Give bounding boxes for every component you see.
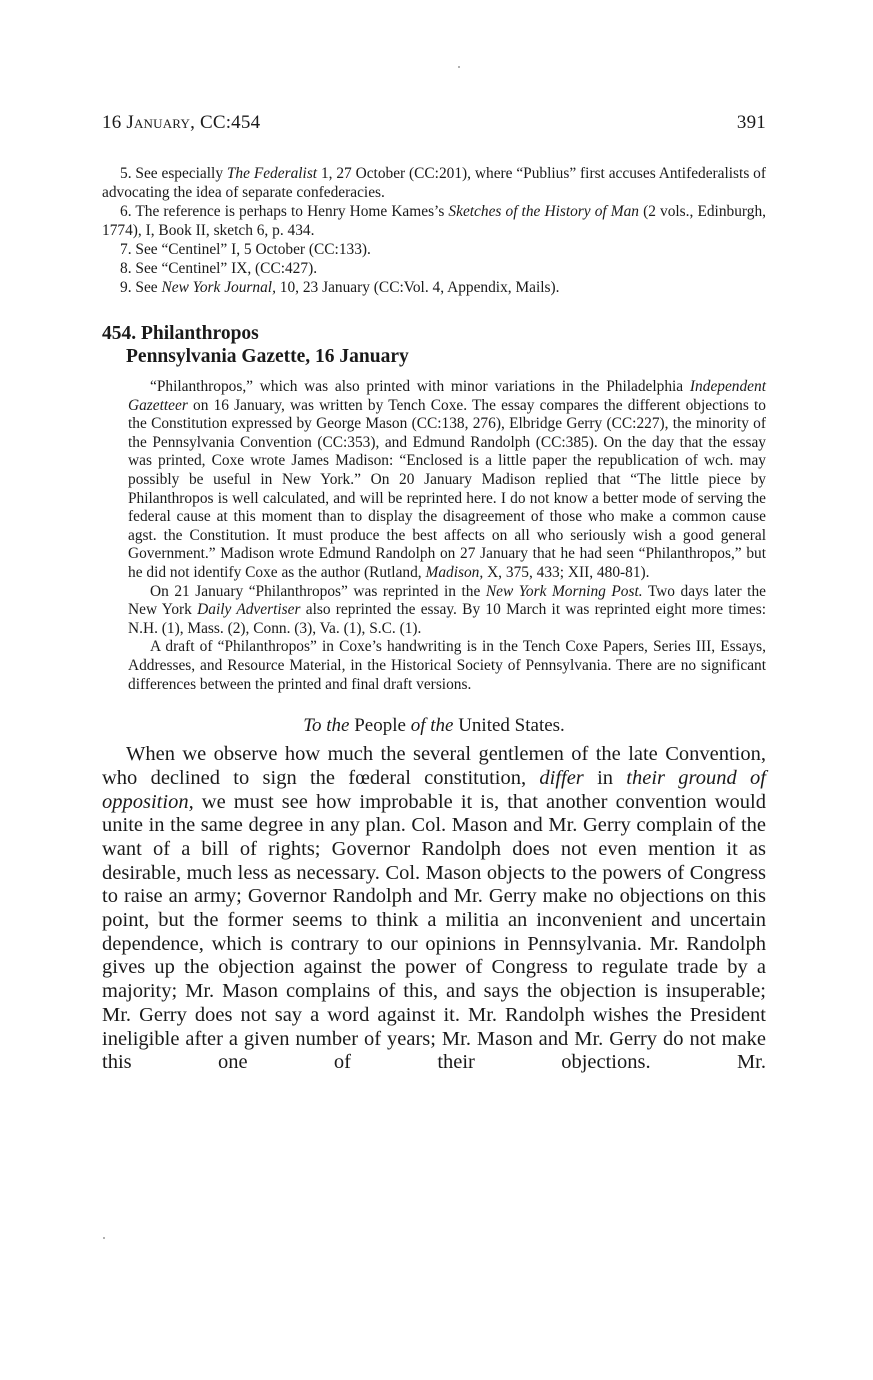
headnote bbox=[102, 378, 766, 694]
scan-speck bbox=[103, 1237, 105, 1239]
running-head-month: January bbox=[126, 112, 191, 133]
document-title: 454. Philanthropos bbox=[102, 323, 259, 344]
running-head-left bbox=[102, 112, 260, 134]
essay-text bbox=[102, 743, 766, 1075]
scan-speck bbox=[458, 66, 460, 68]
headnote-paragraph-2: On 21 January “Philanthropos” was reprinted in the New York Morning Post. Two days later the New York Daily Advertiser also reprinted the essay. By 10 March it was reprinted eight more times: N.H. (1), Mass. (2), Conn. (3), Va. (1), S.C. (1). bbox=[128, 582, 766, 637]
headnote-paragraph-1: “Philanthropos,” which was also printed with minor variations in the Philadelphia Independent Gazetteer on 16 January, was written by Tench Coxe. The essay compares the different objections to the Constitution expressed by George Mason (CC:138, 276), Elbridge Gerry (CC:227), the minority of the Pennsylvania Convention (CC:353), and Edmund Randolph (CC:385). On the day that the essay was printed, Coxe wrote James Madison: “Enclosed is a little paper the republication of wch. may possibly be useful in New York.” On 20 January Madison replied that “The little piece by Philanthropos is well calculated, and will be reprinted here. I do not know a better mode of serving the federal cause at this moment than to display the disagreement of those who make a common cause agst. the Constitution. It must produce the best affects on all who seriously wish a good general Government.” Madison wrote Edmund Randolph on 27 January that he had seen “Philanthropos,” but he did not identify Coxe as the author (Rutland, Madison, X, 375, 433; XII, 480-81). bbox=[128, 378, 766, 581]
document-page bbox=[102, 112, 766, 1075]
footnote-8: 8. See “Centinel” IX, (CC:427). bbox=[120, 260, 318, 277]
footnote-6: 6. The reference is perhaps to Henry Home Kames’s Sketches of the History of Man (2 vols., Edinburgh, 1774), I, Book II, sketch 6, p. 434. bbox=[102, 203, 766, 239]
headnote-paragraph-3: A draft of “Philanthropos” in Coxe’s handwriting is in the Tench Coxe Papers, Series III, Essays, Addresses, and Resource Material, in the Historical Society of Pennsylvania. There are no significant differences between the printed and final draft versions. bbox=[128, 638, 766, 693]
running-head-date: 16 bbox=[102, 112, 127, 133]
address-line: To the People of the United States. bbox=[303, 715, 565, 737]
footnote-9: 9. See New York Journal, 10, 23 January (CC:Vol. 4, Appendix, Mails). bbox=[120, 279, 560, 296]
essay-paragraph: When we observe how much the several gentlemen of the late Convention, who declined to sign the fœderal constitution, differ in their ground of opposition, we must see how improbable it is, that another convention would unite in the same degree in any plan. Col. Mason and Mr. Gerry complain of the want of a bill of rights; Governor Randolph does not even mention it as desirable, much less as necessary. Col. Mason objects to the powers of Congress to raise an army; Governor Randolph and Mr. Gerry make no objections on this point, but the former seems to think a militia an inconvenient and uncertain dependence, which is contrary to our opinions in Pennsylvania. Mr. Randolph gives up the objection against the power of Congress to regulate trade by a majority; Mr. Mason complains of this, and says the objection is insuperable; Mr. Gerry does not say a word against it. Mr. Randolph wishes the President ineligible after a given number of years; Mr. Mason and Mr. Gerry do not make this one of their objections. Mr. bbox=[102, 743, 766, 1074]
footnote-7: 7. See “Centinel” I, 5 October (CC:133). bbox=[120, 241, 371, 258]
running-head-doc-ref: , CC:454 bbox=[190, 112, 261, 133]
footnote-5: 5. See especially The Federalist 1, 27 October (CC:201), where “Publius” first accuses Antifederalists of advocating the idea of separate confederacies. bbox=[102, 165, 766, 201]
document-source: Pennsylvania Gazette, 16 January bbox=[126, 346, 409, 367]
page-number: 391 bbox=[736, 112, 766, 133]
running-head bbox=[102, 112, 766, 148]
footnotes bbox=[102, 164, 766, 297]
document-heading bbox=[102, 322, 766, 368]
